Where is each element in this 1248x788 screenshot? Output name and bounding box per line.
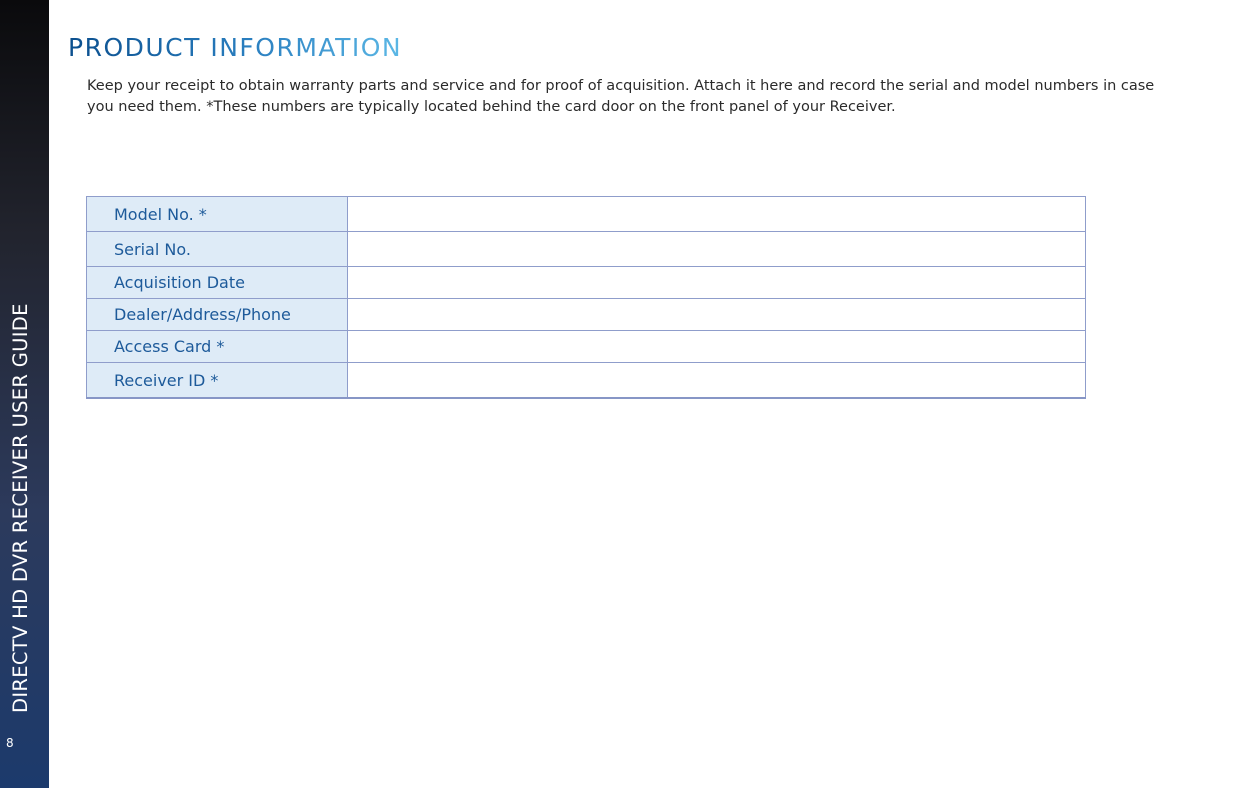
model-no-field[interactable] [348, 197, 1086, 232]
row-label-receiver-id: Receiver ID * [87, 363, 348, 399]
dealer-address-phone-field[interactable] [348, 299, 1086, 331]
intro-paragraph: Keep your receipt to obtain warranty parts and service and for proof of acquisition. Attach it here and record the serial and model numbers in case you need them. *These numbers are typically located behind the card door on the front panel of your Receiver. [87, 78, 1155, 115]
acquisition-date-field[interactable] [348, 267, 1086, 299]
section-heading: PRODUCT INFORMATION [68, 33, 403, 62]
side-bar [0, 0, 49, 788]
access-card-field[interactable] [348, 331, 1086, 363]
table-row [87, 299, 1086, 331]
receiver-id-field[interactable] [348, 363, 1086, 399]
row-label-serial-no: Serial No. [87, 232, 348, 267]
table-row [87, 331, 1086, 363]
guide-title: DIRECTV HD DVR RECEIVER USER GUIDE [9, 303, 32, 713]
row-label-acquisition-date: Acquisition Date [87, 267, 348, 299]
row-label-dealer-address-phone: Dealer/Address/Phone [87, 299, 348, 331]
serial-no-field[interactable] [348, 232, 1086, 267]
table-row [87, 267, 1086, 299]
table-row [87, 232, 1086, 267]
table-row [87, 363, 1086, 399]
table-row [87, 197, 1086, 232]
row-label-model-no: Model No. * [87, 197, 348, 232]
page-number: 8 [6, 736, 14, 750]
row-label-access-card: Access Card * [87, 331, 348, 363]
product-info-table [86, 196, 1086, 399]
